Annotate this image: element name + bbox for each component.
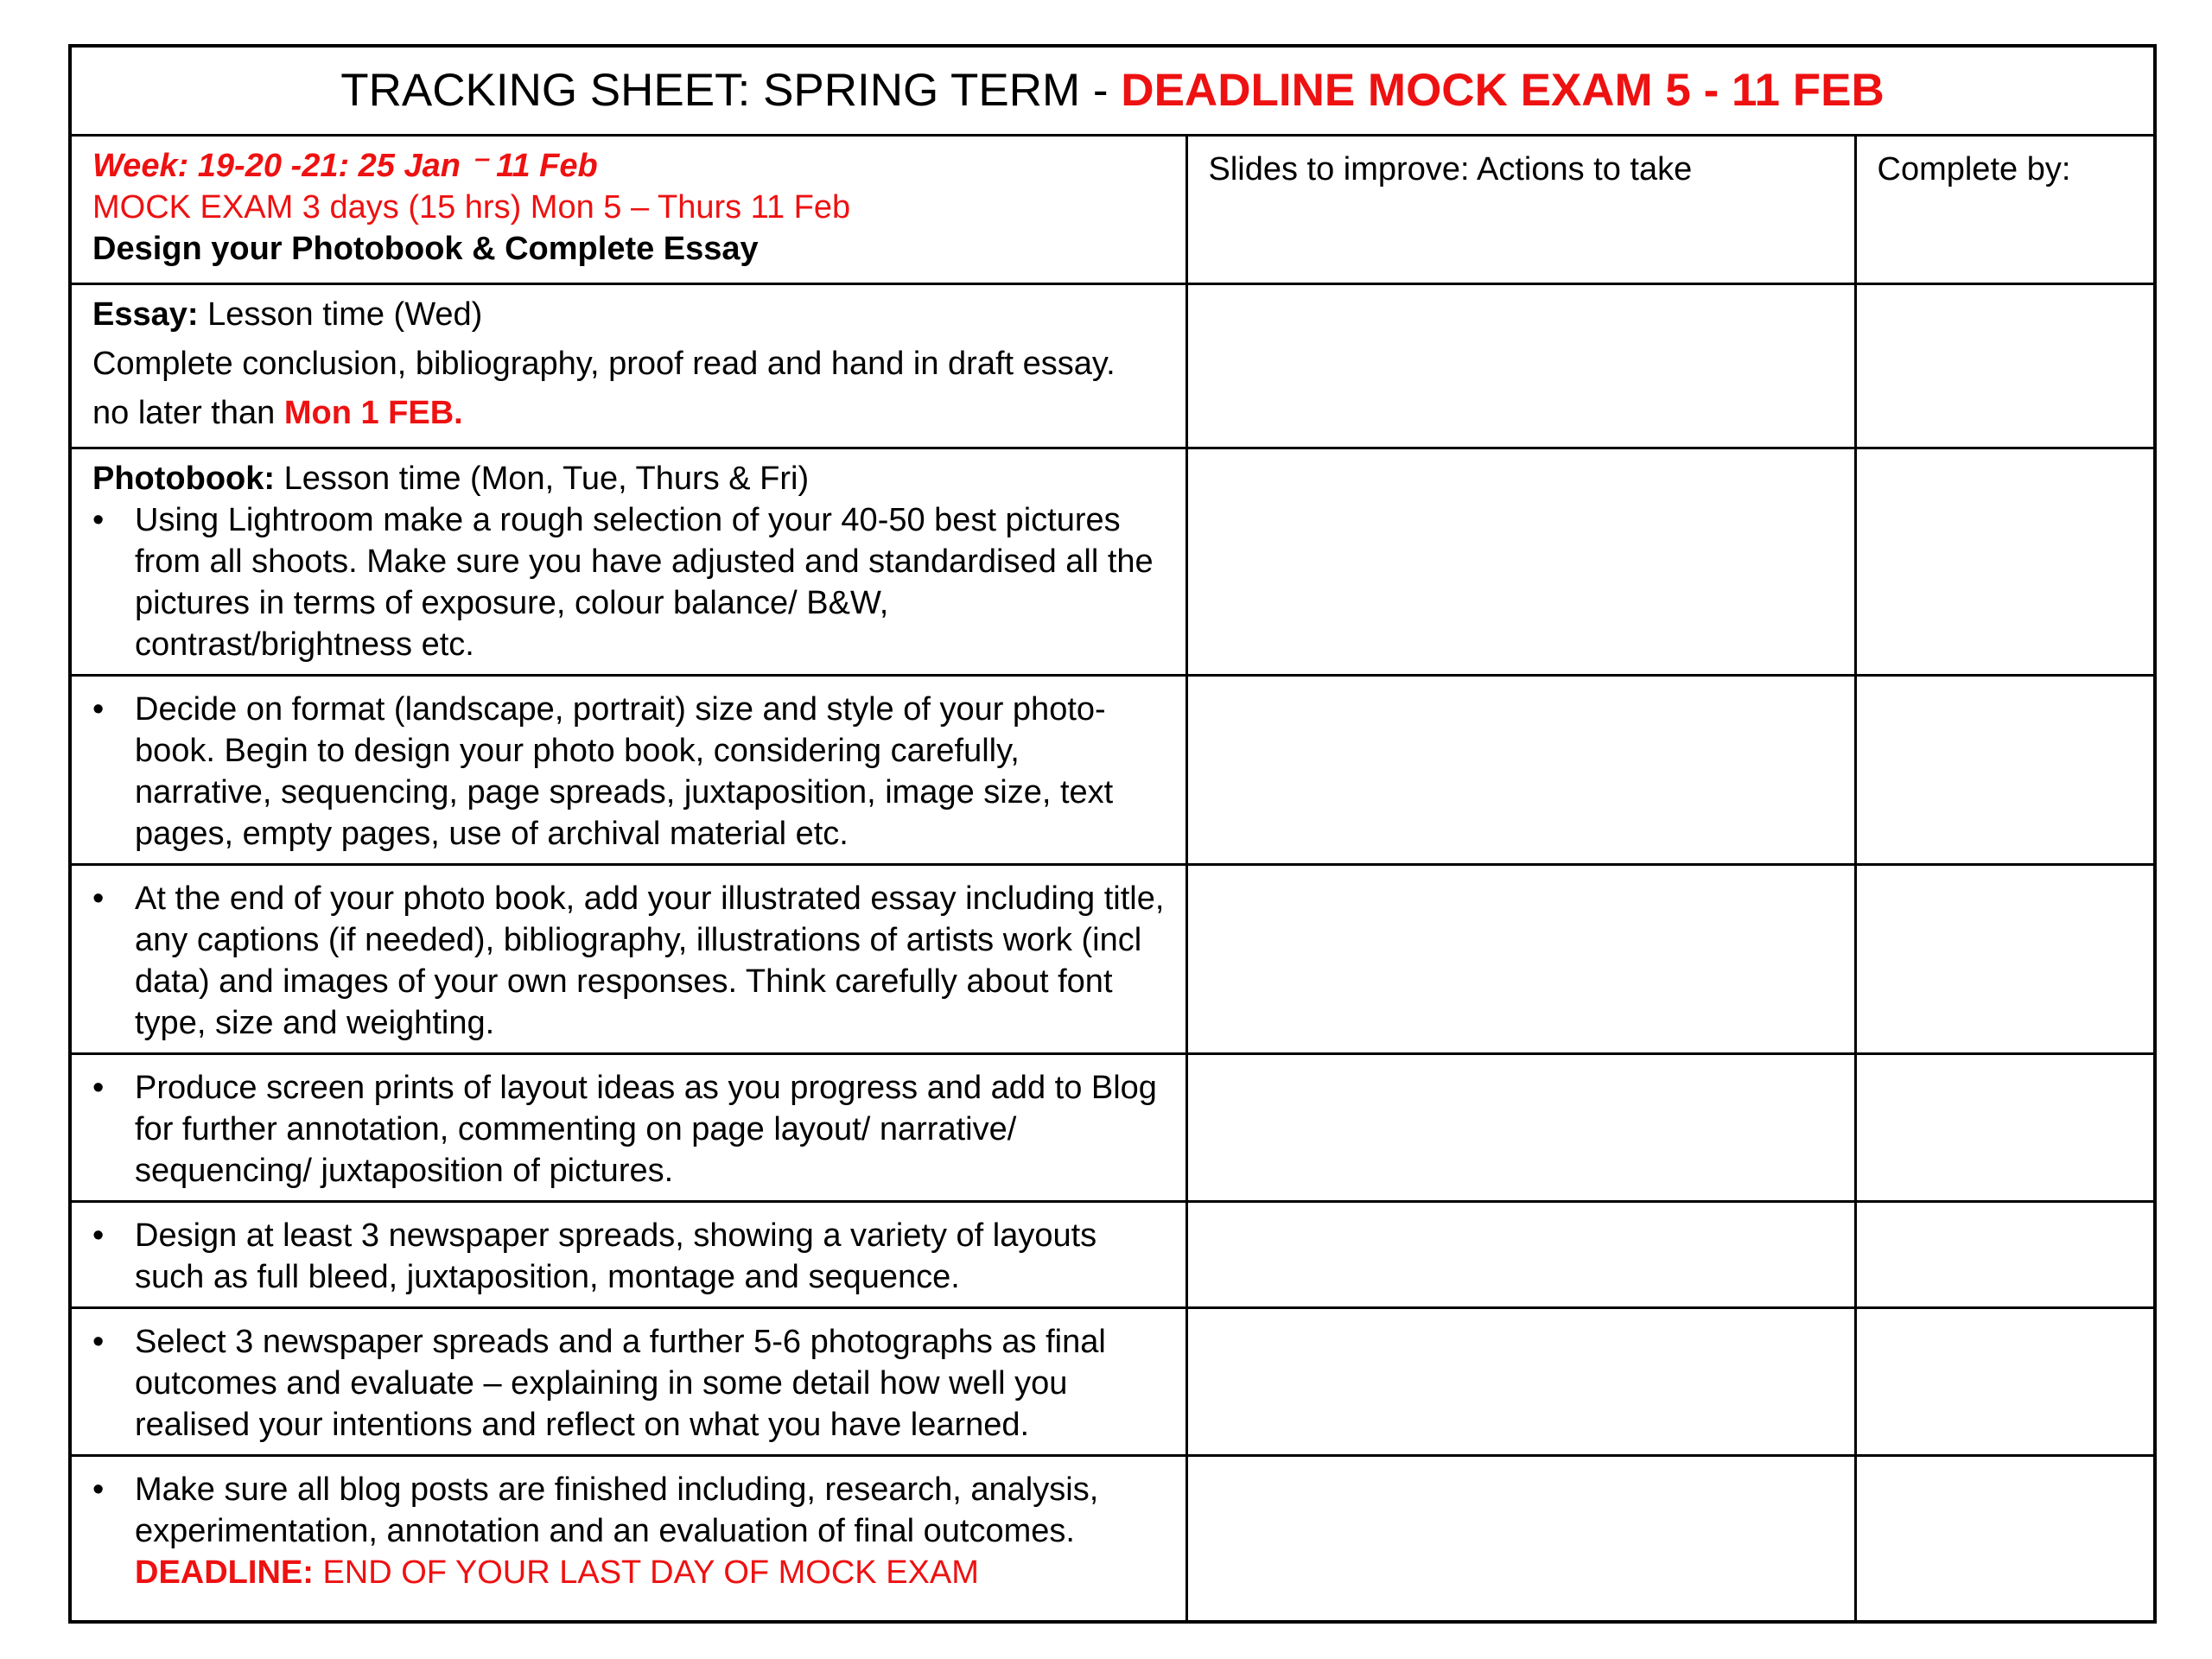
photobook-time: Lesson time (Mon, Tue, Thurs & Fri) [275, 461, 810, 497]
task-cell [72, 1054, 1186, 1202]
tracking-sheet [68, 44, 2157, 1624]
essay-time: Lesson time (Wed) [198, 296, 483, 333]
task-complete-by-cell[interactable] [1855, 1308, 2153, 1456]
final-deadline-text: END OF YOUR LAST DAY OF MOCK EXAM [313, 1554, 979, 1591]
task-cell [72, 1308, 1186, 1456]
essay-instructions: Complete conclusion, bibliography, proof read and hand in draft essay. [92, 346, 1116, 382]
photobook-row [72, 448, 2153, 676]
task-row [72, 1054, 2153, 1202]
title-row [72, 48, 2153, 136]
essay-deadline: Mon 1 FEB. [283, 395, 463, 431]
task-actions-cell[interactable] [1186, 1054, 1855, 1202]
page-title [72, 48, 2153, 136]
title-deadline: DEADLINE MOCK EXAM 5 - 11 FEB [1121, 65, 1885, 116]
task-bullets [92, 1215, 1165, 1298]
photobook-bullets [92, 499, 1165, 665]
essay-actions-cell[interactable] [1186, 284, 1855, 448]
essay-cell [72, 284, 1186, 448]
task-bullets [92, 878, 1165, 1044]
tracking-table [72, 48, 2153, 1620]
task-complete-by-cell[interactable] [1855, 676, 2153, 865]
task-actions-cell[interactable] [1186, 1308, 1855, 1456]
final-task-text: Make sure all blog posts are finished including, research, analysis, experimentation, annotation and an evaluation of final outcomes. [135, 1471, 1099, 1549]
task-cell [72, 676, 1186, 865]
task-row [72, 1308, 2153, 1456]
header-row [72, 136, 2153, 284]
list-item: • Select 3 newspaper spreads and a further 5-6 photographs as final outcomes and evaluate – explaining in some detail how well you realised your intentions and reflect on what you have learned. [92, 1321, 1165, 1446]
list-item [92, 1469, 1165, 1593]
final-task-bullets [92, 1469, 1165, 1593]
essay-label: Essay: [92, 296, 199, 333]
list-item: • Design at least 3 newspaper spreads, showing a variety of layouts such as full bleed, juxtaposition, montage and sequence. [92, 1215, 1165, 1298]
task-row [72, 865, 2153, 1054]
photobook-complete-by-cell[interactable] [1855, 448, 2153, 676]
final-deadline-label: DEADLINE: [135, 1554, 314, 1591]
task-actions-cell[interactable] [1186, 865, 1855, 1054]
photobook-cell [72, 448, 1186, 676]
task-cell [72, 865, 1186, 1054]
design-heading: Design your Photobook & Complete Essay [92, 231, 759, 267]
list-item: • Decide on format (landscape, portrait) size and style of your photo-book. Begin to design your photo book, considering carefully, narrative, sequencing, page spreads, juxtaposition, image size, text pages, empty pages, use of archival material etc. [92, 689, 1165, 855]
title-prefix: TRACKING SHEET: SPRING TERM - [340, 65, 1122, 116]
essay-deadline-prefix: no later than [92, 395, 284, 431]
week-label: Week: 19-20 -21: 25 Jan ⁻ 11 Feb [92, 148, 598, 184]
essay-deadline-line [92, 389, 1165, 438]
task-bullets [92, 1321, 1165, 1446]
essay-heading-line [92, 290, 1165, 340]
task-bullets [92, 1067, 1165, 1192]
task-row [72, 1202, 2153, 1308]
task-complete-by-cell[interactable] [1855, 1054, 2153, 1202]
final-task-actions-cell[interactable] [1186, 1456, 1855, 1620]
final-task-complete-by-cell[interactable] [1855, 1456, 2153, 1620]
list-item: • At the end of your photo book, add your illustrated essay including title, any captions (if needed), bibliography, illustrations of artists work (incl data) and images of your own responses. Think carefully about font type, size and weighting. [92, 878, 1165, 1044]
task-complete-by-cell[interactable] [1855, 1202, 2153, 1308]
list-item: • Using Lightroom make a rough selection of your 40-50 best pictures from all shoots. Make sure you have adjusted and standardised all the pictures in terms of exposure, colour balance/ B&W, contrast/brightness etc. [92, 499, 1165, 665]
list-item: • Produce screen prints of layout ideas as you progress and add to Blog for further annotation, commenting on page layout/ narrative/ sequencing/ juxtaposition of pictures. [92, 1067, 1165, 1192]
task-actions-cell[interactable] [1186, 676, 1855, 865]
week-info-cell [72, 136, 1186, 284]
complete-by-header-cell [1855, 136, 2153, 284]
actions-header-cell [1186, 136, 1855, 284]
photobook-label: Photobook: [92, 461, 276, 497]
essay-complete-by-cell[interactable] [1855, 284, 2153, 448]
task-complete-by-cell[interactable] [1855, 865, 2153, 1054]
task-bullets [92, 689, 1165, 855]
mock-exam-label: MOCK EXAM 3 days (15 hrs) Mon 5 – Thurs 11 Feb [92, 189, 851, 226]
final-task-cell [72, 1456, 1186, 1620]
task-actions-cell[interactable] [1186, 1202, 1855, 1308]
essay-row [72, 284, 2153, 448]
task-row [72, 676, 2153, 865]
complete-by-column-header: Complete by: [1877, 151, 2071, 188]
final-task-row [72, 1456, 2153, 1620]
task-cell [72, 1202, 1186, 1308]
actions-column-header: Slides to improve: Actions to take [1208, 151, 1693, 188]
photobook-heading-line [92, 458, 1165, 499]
photobook-actions-cell[interactable] [1186, 448, 1855, 676]
